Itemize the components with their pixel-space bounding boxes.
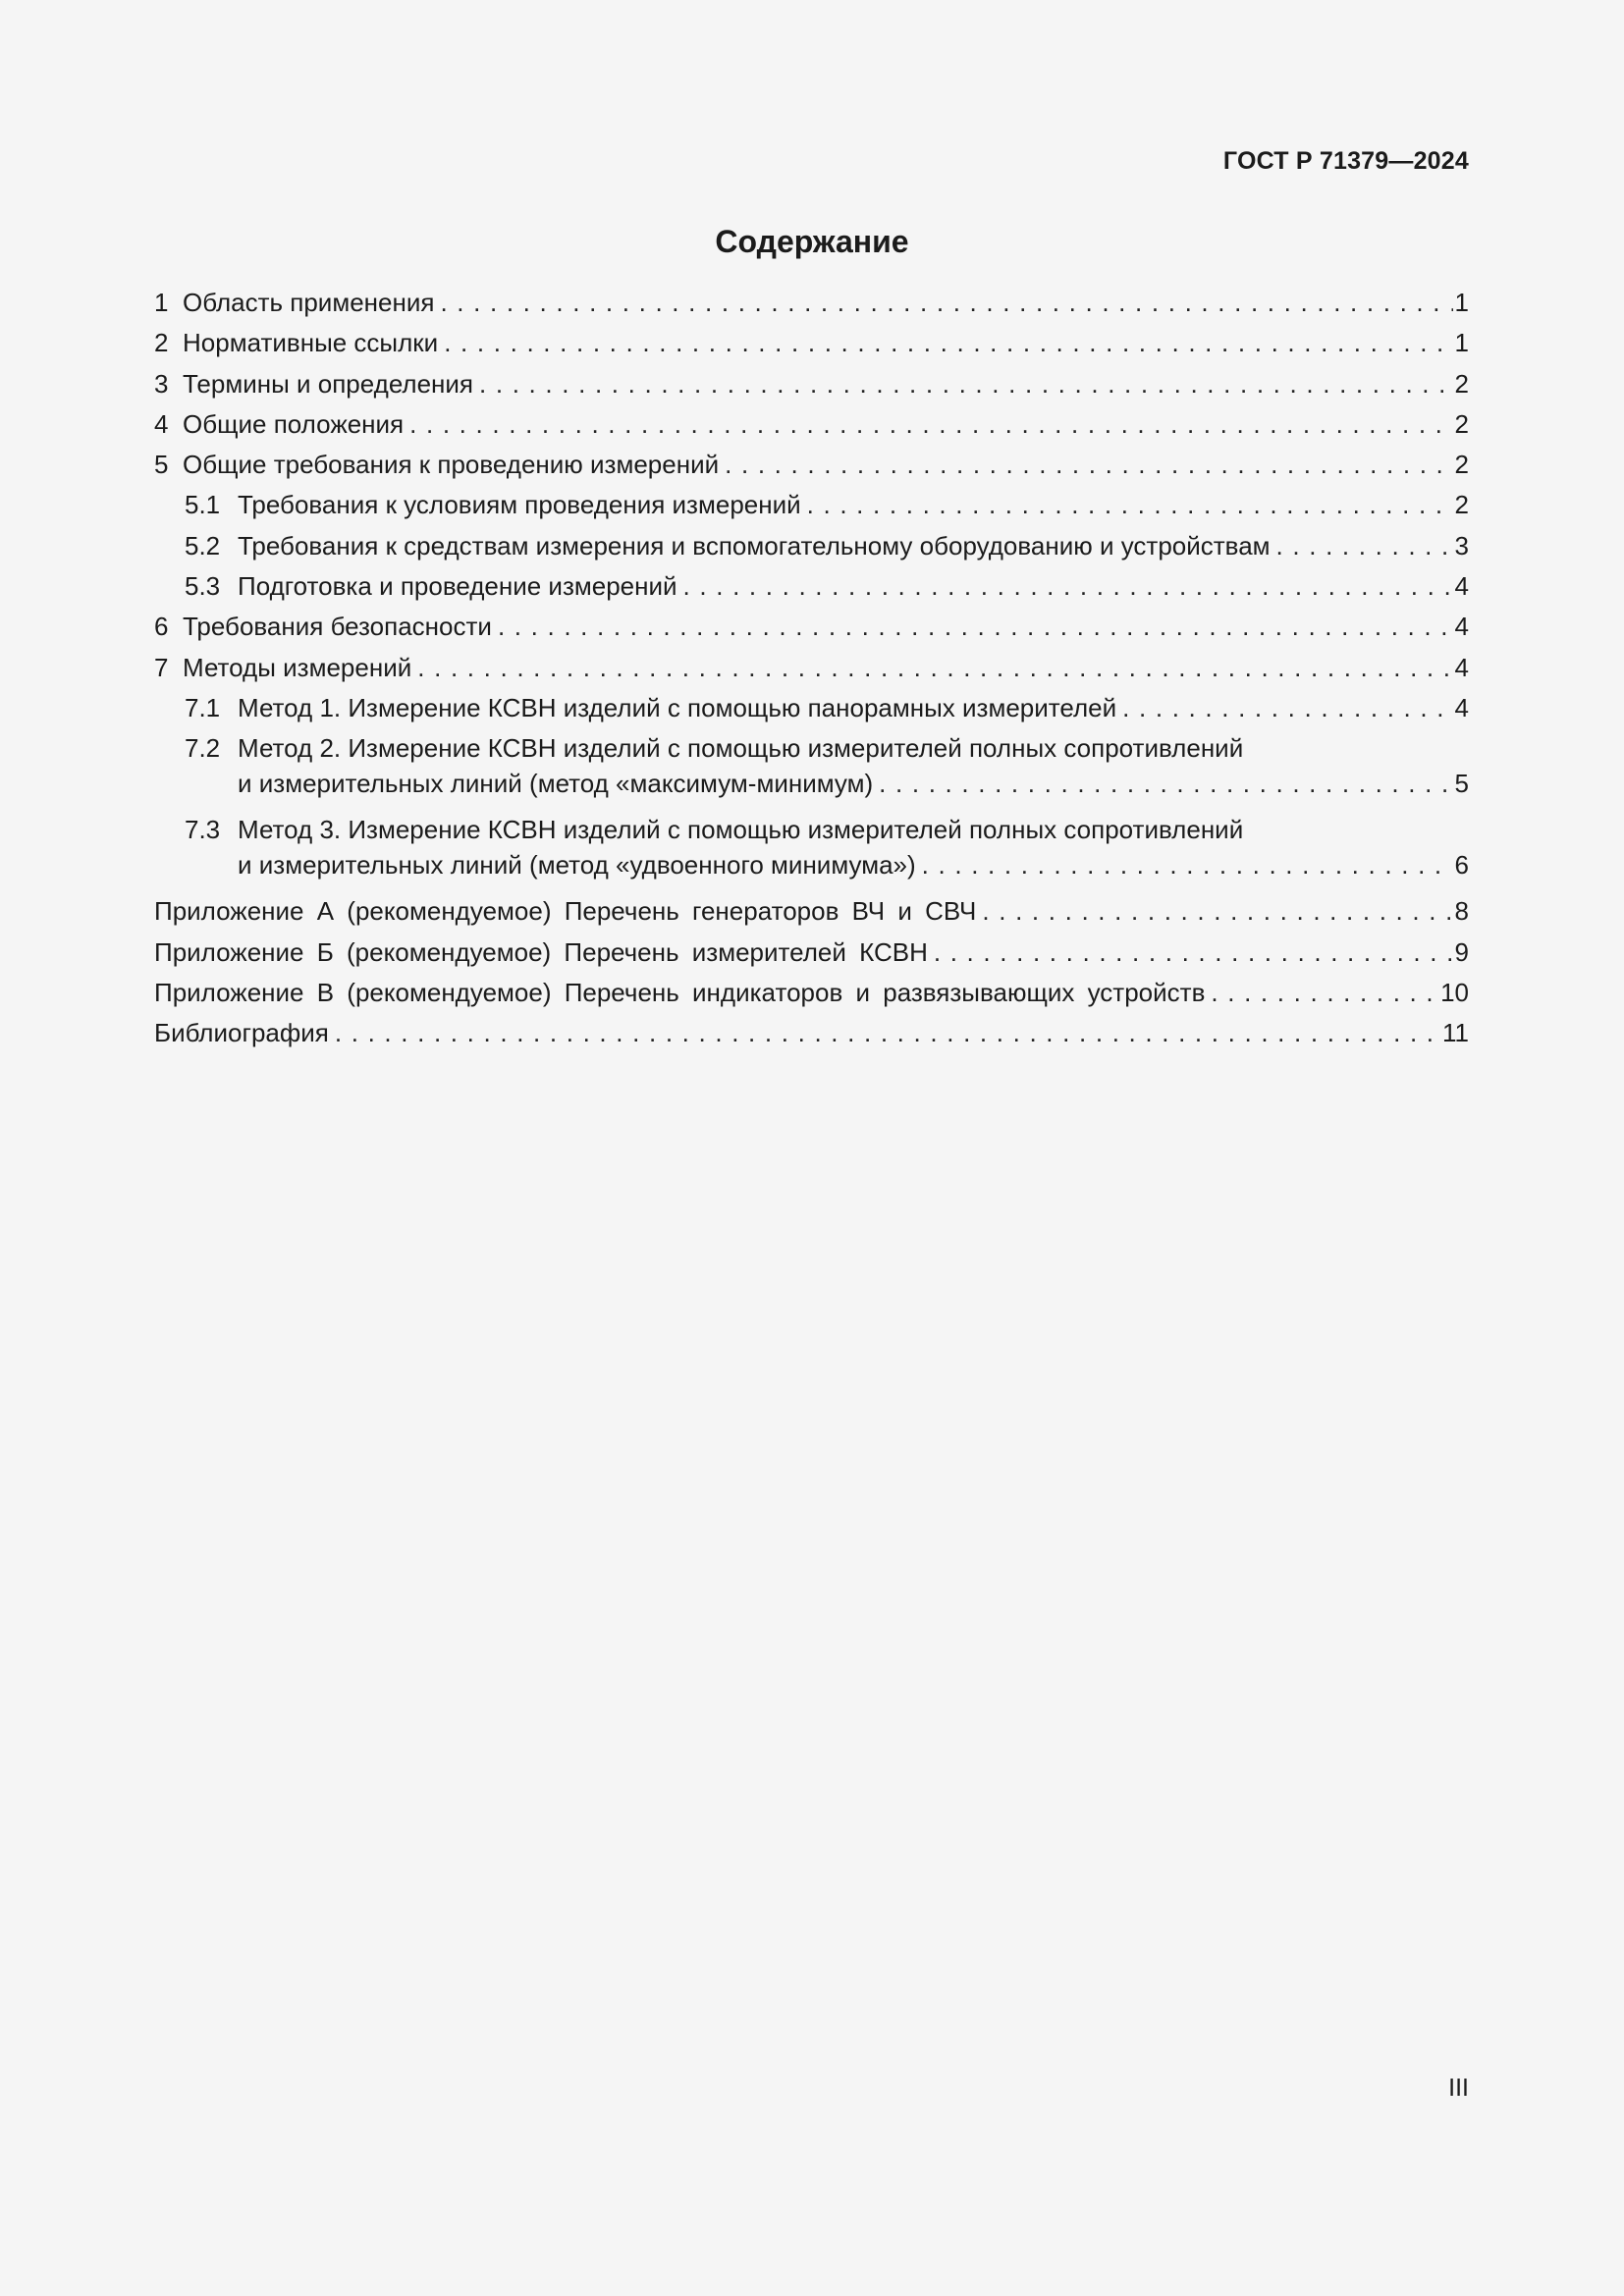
toc-entry-appendix-v[interactable] <box>154 975 1469 1015</box>
toc-entry-bibliography[interactable] <box>154 1015 1469 1055</box>
toc-entry-label: Требования безопасности <box>183 612 492 642</box>
toc-entry-label: Требования к средствам измерения и вспомогательному оборудованию и устройствам <box>238 530 1271 561</box>
toc-entry-page: 3 <box>1454 530 1469 561</box>
toc-entry-5-1[interactable] <box>154 487 1469 527</box>
toc-entry-page: 4 <box>1454 652 1469 682</box>
dot-leader <box>440 285 1452 321</box>
toc-entry-label: Требования к условиям проведения измерений <box>238 490 801 520</box>
toc-entry-page: 2 <box>1454 368 1469 399</box>
toc-entry-number: 5 <box>154 450 169 480</box>
toc-entry-7-1[interactable] <box>154 690 1469 730</box>
toc-entry-page: 2 <box>1454 408 1469 439</box>
toc-entry-label: Область применения <box>183 288 435 317</box>
dot-leader <box>479 366 1453 402</box>
toc-entry-page: 5 <box>1454 769 1469 799</box>
toc-entry-label: Библиография <box>154 1018 329 1048</box>
toc-entry-page: 10 <box>1440 977 1469 1007</box>
toc-entry-number: 7.2 <box>185 733 221 764</box>
toc-entry-7-3[interactable] <box>154 812 1469 884</box>
toc-entry-label: Метод 3. Измерение КСВН изделий с помощью измерителей полных сопротивлений <box>238 815 1244 845</box>
toc-entry-page: 9 <box>1454 936 1469 967</box>
toc-entry-5-2[interactable] <box>154 528 1469 568</box>
toc-entry-number: 6 <box>154 612 169 642</box>
toc-entry-number: 7.3 <box>185 815 221 845</box>
toc-entry-number: 3 <box>154 368 169 399</box>
toc-entry-number: 7 <box>154 652 169 682</box>
toc-entry-7[interactable] <box>154 650 1469 690</box>
toc-entry-5-3[interactable] <box>154 568 1469 609</box>
toc-entry-7-2[interactable] <box>154 730 1469 803</box>
toc-entry-label-continuation: и измерительных линий (метод «максимум-минимум) <box>238 769 874 799</box>
dot-leader <box>922 847 1453 883</box>
toc-entry-number: 7.1 <box>185 692 221 722</box>
page-number: III <box>1448 2074 1469 2102</box>
toc-entry-6[interactable] <box>154 609 1469 649</box>
toc-entry-page: 4 <box>1454 571 1469 602</box>
dot-leader <box>982 893 1452 930</box>
document-code: ГОСТ Р 71379—2024 <box>1222 147 1469 175</box>
toc-entry-page: 4 <box>1454 612 1469 642</box>
dot-leader <box>1211 975 1438 1011</box>
toc-entry-page: 6 <box>1454 850 1469 881</box>
toc-entry-page: 2 <box>1454 490 1469 520</box>
toc-entry-page: 1 <box>1454 288 1469 317</box>
toc-entry-label: Общие положения <box>183 408 405 439</box>
toc-entry-label: Нормативные ссылки <box>183 328 439 358</box>
toc-entry-page: 2 <box>1454 450 1469 480</box>
toc-entry-1[interactable] <box>154 285 1469 325</box>
dot-leader <box>417 650 1452 686</box>
dot-leader <box>335 1015 1440 1051</box>
toc-entry-4[interactable] <box>154 406 1469 447</box>
dot-leader <box>683 568 1453 605</box>
toc-entry-label-continuation: и измерительных линий (метод «удвоенного минимума») <box>238 850 916 881</box>
toc-entry-page: 4 <box>1454 692 1469 722</box>
toc-entry-2[interactable] <box>154 325 1469 365</box>
toc-entry-label: Приложение В (рекомендуемое) Перечень индикаторов и развязывающих устройств <box>154 977 1206 1007</box>
toc-entry-label: Подготовка и проведение измерений <box>238 571 677 602</box>
dot-leader <box>879 766 1452 802</box>
dot-leader <box>498 609 1453 645</box>
dot-leader <box>807 487 1453 523</box>
toc-entry-number: 1 <box>154 288 169 317</box>
toc-entry-appendix-a[interactable] <box>154 893 1469 934</box>
toc-entry-label: Приложение А (рекомендуемое) Перечень генераторов ВЧ и СВЧ <box>154 896 977 927</box>
toc-entry-number: 5.1 <box>185 490 221 520</box>
toc-entry-page: 11 <box>1442 1018 1469 1048</box>
toc-entry-5[interactable] <box>154 447 1469 487</box>
dot-leader <box>1276 528 1453 564</box>
toc-entry-label: Метод 2. Измерение КСВН изделий с помощью измерителей полных сопротивлений <box>238 733 1244 764</box>
toc-entry-label: Методы измерений <box>183 652 412 682</box>
toc-entry-3[interactable] <box>154 366 1469 406</box>
toc-entry-number: 5.2 <box>185 530 221 561</box>
toc-entry-label: Метод 1. Измерение КСВН изделий с помощью панорамных измерителей <box>238 692 1117 722</box>
toc-entry-number: 2 <box>154 328 169 358</box>
dot-leader <box>725 447 1452 483</box>
toc-entry-label: Общие требования к проведению измерений <box>183 450 720 480</box>
dot-leader <box>444 325 1452 361</box>
dot-leader <box>409 406 1452 443</box>
dot-leader <box>1122 690 1452 726</box>
toc-entry-label: Приложение Б (рекомендуемое) Перечень измерителей КСВН <box>154 936 928 967</box>
toc-entry-number: 4 <box>154 408 169 439</box>
toc-entry-number: 5.3 <box>185 571 221 602</box>
dot-leader <box>934 934 1453 971</box>
table-of-contents <box>154 285 1469 1055</box>
toc-entry-appendix-b[interactable] <box>154 934 1469 975</box>
toc-entry-page: 8 <box>1454 896 1469 927</box>
toc-entry-label: Термины и определения <box>183 368 474 399</box>
toc-title: Содержание <box>715 224 909 259</box>
toc-entry-page: 1 <box>1454 328 1469 358</box>
